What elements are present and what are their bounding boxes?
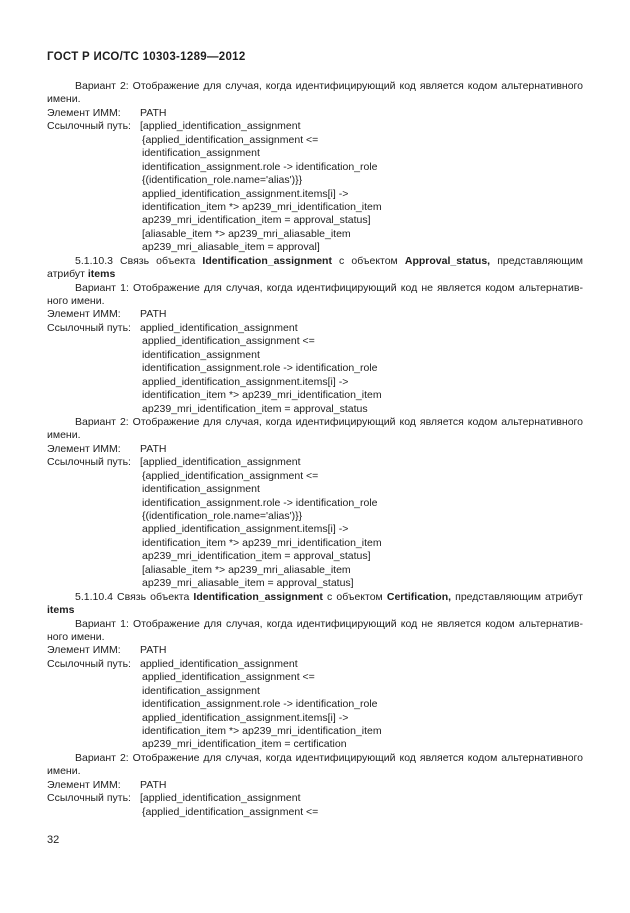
- field-label: Элемент ИММ:: [47, 106, 121, 119]
- text-segment: с объектом: [331, 254, 405, 267]
- path-line: [47, 214, 583, 227]
- bold-term: items: [47, 604, 75, 617]
- page-header-title: ГОСТ Р ИСО/ТС 10303-1289—2012: [47, 51, 246, 63]
- path-line: [47, 738, 583, 751]
- path-line: [47, 201, 583, 214]
- line-text: identification_assignment: [142, 348, 260, 361]
- line-text: имени.: [47, 429, 81, 442]
- bold-term: items: [87, 268, 116, 281]
- field-label: Элемент ИММ:: [47, 442, 121, 455]
- field-value: PATH: [140, 308, 167, 321]
- document-body: [47, 80, 583, 819]
- path-line: [47, 188, 583, 201]
- paragraph-line: [47, 416, 583, 429]
- path-line: [47, 550, 583, 563]
- path-line: [47, 685, 583, 698]
- line-text: identification_item *> ap239_mri_identification_item: [142, 725, 382, 737]
- field-label: Ссылочный путь:: [47, 321, 131, 334]
- paragraph-continuation: [47, 268, 583, 281]
- path-line: [47, 403, 583, 416]
- path-line: [47, 147, 583, 160]
- text-segment: 5.1.10.3 Связь объекта: [75, 254, 203, 267]
- path-line: [47, 362, 583, 375]
- line-text: имени.: [47, 93, 81, 106]
- line-text: identification_item *> ap239_mri_identification_item: [142, 536, 382, 549]
- path-line: [47, 523, 583, 536]
- path-line: [47, 228, 583, 241]
- field-value: PATH: [140, 778, 167, 791]
- line-text: applied_identification_assignment.items[i] ->: [142, 523, 349, 536]
- bold-term: Identification_assignment: [202, 254, 332, 267]
- path-line: [47, 389, 583, 402]
- field-value: [applied_identification_assignment: [140, 792, 301, 805]
- path-line: [47, 161, 583, 174]
- path-line: [47, 671, 583, 684]
- path-line: [47, 510, 583, 523]
- field-label: Ссылочный путь:: [47, 792, 131, 805]
- line-text: Вариант 1: Отображение для случая, когда идентифицирующий код не является кодом альтернатив-: [75, 617, 583, 630]
- bold-term: Approval_status,: [404, 254, 491, 267]
- line-text: identification_assignment: [142, 147, 260, 160]
- paragraph-continuation: [47, 295, 583, 308]
- line-text: identification_assignment: [142, 684, 260, 697]
- path-line: [47, 174, 583, 187]
- path-line: [47, 725, 583, 738]
- field-label: Ссылочный путь:: [47, 456, 131, 469]
- path-line: [47, 241, 583, 254]
- field-value: [applied_identification_assignment: [140, 456, 301, 469]
- path-line: [47, 497, 583, 510]
- field-label: Элемент ИММ:: [47, 644, 121, 657]
- field-row: [47, 792, 583, 805]
- line-text: ap239_mri_identification_item = approval_status: [142, 402, 368, 415]
- field-row: [47, 120, 583, 133]
- line-text: ap239_mri_identification_item = approval_status]: [142, 550, 371, 563]
- bold-term: Identification_assignment: [193, 590, 323, 603]
- field-value: applied_identification_assignment: [140, 657, 298, 670]
- line-text: ного имени.: [47, 295, 105, 307]
- line-text: applied_identification_assignment <=: [142, 335, 315, 348]
- line-text: identification_item *> ap239_mri_identification_item: [142, 200, 382, 213]
- path-line: [47, 349, 583, 362]
- line-text: applied_identification_assignment.items[i] ->: [142, 711, 349, 724]
- field-value: PATH: [140, 644, 167, 657]
- path-line: [47, 806, 583, 819]
- field-row: [47, 779, 583, 792]
- line-text: identification_assignment.role -> identification_role: [142, 698, 378, 711]
- paragraph-continuation: [47, 631, 583, 644]
- field-label: Элемент ИММ:: [47, 308, 121, 321]
- line-text: identification_assignment.role -> identification_role: [142, 362, 378, 375]
- line-text: имени.: [47, 765, 81, 778]
- line-text: [aliasable_item *> ap239_mri_aliasable_item: [142, 563, 351, 576]
- field-row: [47, 107, 583, 120]
- path-line: [47, 537, 583, 550]
- paragraph-continuation: [47, 604, 583, 617]
- line-text: {applied_identification_assignment <=: [142, 805, 319, 818]
- field-label: Ссылочный путь:: [47, 657, 131, 670]
- field-value: applied_identification_assignment: [140, 321, 298, 334]
- path-line: [47, 712, 583, 725]
- path-line: [47, 698, 583, 711]
- paragraph-line: [47, 80, 583, 93]
- path-line: [47, 376, 583, 389]
- line-text: {(identification_role.name='alias')}}: [142, 510, 303, 522]
- line-text: ap239_mri_aliasable_item = approval]: [142, 241, 320, 254]
- path-line: [47, 577, 583, 590]
- paragraph-continuation: [47, 765, 583, 778]
- line-text: {applied_identification_assignment <=: [142, 133, 319, 146]
- paragraph-line: [47, 255, 583, 268]
- text-segment: 5.1.10.4 Связь объекта: [75, 590, 194, 603]
- path-line: [47, 564, 583, 577]
- line-text: ного имени.: [47, 630, 105, 643]
- line-text: Вариант 1: Отображение для случая, когда идентифицирующий код не является кодом альтернатив-: [75, 281, 583, 294]
- line-text: ap239_mri_aliasable_item = approval_status]: [142, 577, 354, 590]
- path-line: [47, 335, 583, 348]
- paragraph-line: [47, 752, 583, 765]
- line-text: ap239_mri_identification_item = approval_status]: [142, 214, 371, 227]
- field-row: [47, 308, 583, 321]
- line-text: Вариант 2: Отображение для случая, когда идентифицирующий код является кодом альтернативного: [75, 415, 583, 428]
- text-segment: с объектом: [322, 590, 387, 603]
- text-segment: представляющим: [490, 254, 583, 267]
- paragraph-line: [47, 618, 583, 631]
- path-line: [47, 470, 583, 483]
- bold-term: Certification,: [386, 590, 452, 603]
- line-text: identification_assignment.role -> identification_role: [142, 160, 378, 173]
- text-segment: атрибут: [47, 268, 88, 281]
- field-row: [47, 456, 583, 469]
- paragraph-line: [47, 282, 583, 295]
- path-line: [47, 134, 583, 147]
- line-text: {applied_identification_assignment <=: [142, 469, 319, 482]
- line-text: applied_identification_assignment.items[i] ->: [142, 375, 349, 388]
- paragraph-line: [47, 591, 583, 604]
- paragraph-continuation: [47, 429, 583, 442]
- field-value: [applied_identification_assignment: [140, 120, 301, 133]
- field-row: [47, 322, 583, 335]
- line-text: identification_assignment.role -> identification_role: [142, 496, 378, 509]
- line-text: {(identification_role.name='alias')}}: [142, 174, 303, 187]
- field-row: [47, 644, 583, 657]
- field-row: [47, 658, 583, 671]
- line-text: [aliasable_item *> ap239_mri_aliasable_item: [142, 227, 351, 240]
- field-label: Элемент ИММ:: [47, 778, 121, 791]
- text-segment: представляющим атрибут: [451, 590, 583, 603]
- line-text: Вариант 2: Отображение для случая, когда идентифицирующий код является кодом альтернативного: [75, 751, 583, 764]
- field-value: PATH: [140, 442, 167, 455]
- field-value: PATH: [140, 106, 167, 119]
- field-row: [47, 443, 583, 456]
- line-text: Вариант 2: Отображение для случая, когда идентифицирующий код является кодом альтернативного: [75, 80, 583, 92]
- line-text: applied_identification_assignment.items[i] ->: [142, 187, 349, 200]
- path-line: [47, 483, 583, 496]
- line-text: applied_identification_assignment <=: [142, 671, 315, 684]
- line-text: identification_item *> ap239_mri_identification_item: [142, 389, 382, 402]
- line-text: ap239_mri_identification_item = certification: [142, 738, 347, 751]
- field-label: Ссылочный путь:: [47, 120, 131, 133]
- paragraph-continuation: [47, 93, 583, 106]
- page-number: 32: [47, 834, 60, 846]
- line-text: identification_assignment: [142, 483, 260, 496]
